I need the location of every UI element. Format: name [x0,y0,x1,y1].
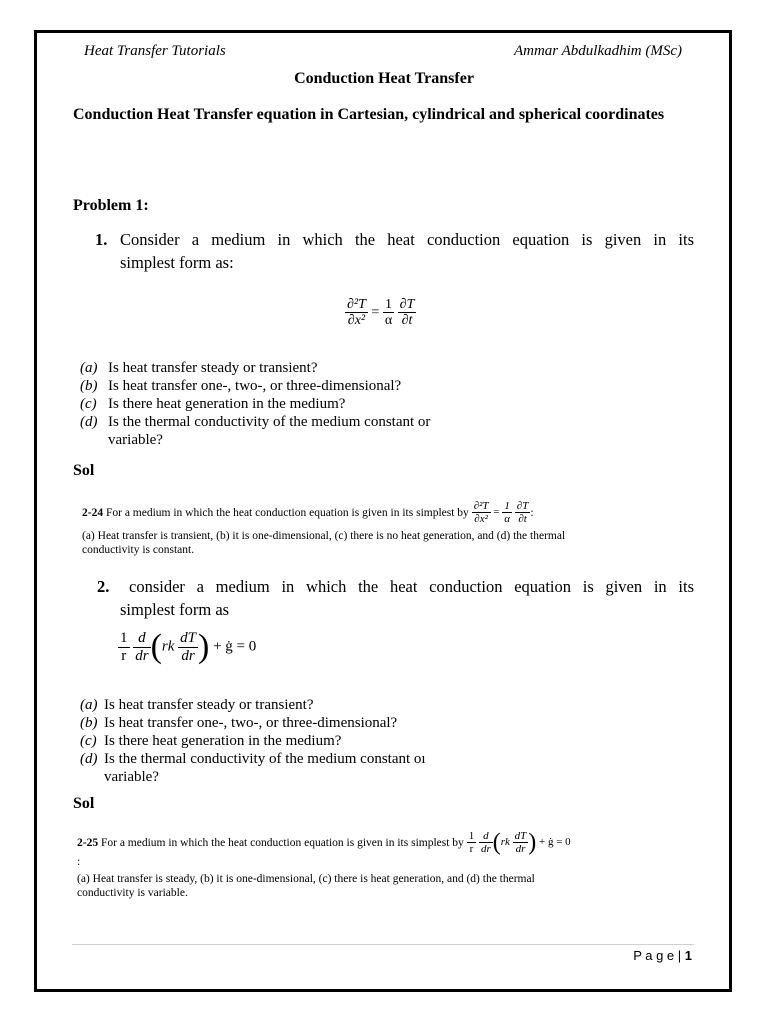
sol1-eq-lhs-num: ∂²T [473,500,489,512]
eq2-c-den: dr [181,647,195,664]
eq1-lhs-num: ∂²T [347,297,366,312]
page-number-footer [633,948,692,963]
solution2-number: 2-25 [77,836,99,849]
sol2-eq-a-den: r [469,843,474,856]
solution1-number: 2-24 [82,506,104,519]
item2-question-d: (d) Is the thermal conductivity of the medium constant oı [80,751,426,767]
solution2-intro: For a medium in which the heat conduction equation is given in its simplest by [100,836,464,849]
item1-question-d-cont: variable? [108,432,163,448]
solution2-colon: : [77,856,81,869]
eq1-equals: = [371,305,380,321]
eq2-a-den: r [121,647,127,664]
item1-text-line2: simplest form as: [120,253,234,272]
eq2-tail: + ġ = 0 [213,638,257,655]
item1-equation [345,297,416,329]
eq2-b-den: dr [135,647,149,664]
solution1-answer-line2: conductivity is constant. [82,544,195,557]
solution1-answer-line1: (a) Heat transfer is transient, (b) it is one-dimensional, (c) there is no heat generation, and (d) the thermal [82,530,566,543]
item2-question-d-cont: variable? [104,769,159,785]
sol2-eq-b-num: d [479,830,493,843]
item1-solution: 2-24 For a medium in which the heat conduction equation is given in its simplest by $\frac{\text{∂²T}}{\text{∂x²}}$ = $\frac{1}{\alpha}$ $\frac{\partial T}{\partial t}$ : (a) Heat transfer is transient, (b) it is one-dimensional, (c) there is no heat generation, and (d) the thermal conductivity is constant. [82,500,682,557]
subtitle: Conduction Heat Transfer equation in Cartesian, cylindrical and spherical coordinates [73,106,665,123]
item2-questions [80,696,426,786]
sol1-eq-tail: : [530,506,534,519]
eq1-rhs-num: ∂T [399,297,415,312]
eq1-coef-den: α [384,313,393,329]
item2-text-line1: consider a medium in which the heat conduction equation is given in its [129,577,694,596]
sol2-eq-c-den: dr [515,843,526,856]
page-title: Conduction Heat Transfer [294,70,474,87]
sol2-eq-c-num: dT [514,830,527,842]
eq1-lhs-den: ∂x² [347,313,366,329]
item1-question-a: (a) Is heat transfer steady or transient? [80,360,318,376]
eq1-rhs-den: ∂t [401,313,413,329]
sol2-eq-b-den: dr [480,843,491,856]
solution2-answer-line2: conductivity is variable. [77,887,188,900]
footer-divider [72,944,694,945]
header-right: Ammar Abdulkadhim (MSc) [513,43,682,59]
problem-heading: Problem 1: [73,197,149,214]
item1-sol-label: Sol [73,462,95,479]
item2-question-a: (a) Is heat transfer steady or transient? [80,697,314,713]
eq2-rk: rk [161,638,175,655]
header-left: Heat Transfer Tutorials [84,43,226,59]
eq1-coef-num: 1 [383,297,394,313]
sol1-eq-lhs-den: ∂x² [474,513,488,526]
item1-question-b: (b) Is heat transfer one-, two-, or three-dimensional? [80,378,402,394]
eq2-b-num: d [133,630,150,648]
sol2-eq-rk: rk [500,836,510,849]
sol2-eq-tail: + ġ = 0 [539,836,571,849]
solution1-intro: For a medium in which the heat conduction equation is given in its simplest by [105,506,469,519]
item1-question-d: (d) Is the thermal conductivity of the medium constant or [80,414,431,430]
item1-text-line1: Consider a medium in which the heat conduction equation is given in its [120,230,694,249]
page-number: 1 [684,948,692,963]
sol1-eq-rhs-den: ∂t [518,513,527,526]
item2-sol-label: Sol [73,795,95,812]
item2-question-b: (b) Is heat transfer one-, two-, or three-dimensional? [80,715,398,731]
item1-questions [80,359,430,449]
item2-solution: 2-25 For a medium in which the heat conduction equation is given in its simplest by $\frac{1}{r}$ $\frac{d}{dr}$ (rk $\frac{dT}{dr}$ ) + ġ = 0 : (a) Heat transfer is steady, (b) it is one-dimensional, (c) there is heat generation, and (d) the thermal conductivity is variable. [77,830,687,900]
item2-number: 2. [97,577,110,596]
eq2-a-num: 1 [120,630,128,646]
item1-question-c: (c) Is there heat generation in the medium? [80,396,346,412]
eq2-c-num: dT [180,630,197,646]
page-label: P a g e | [633,948,682,963]
item2-text-line2: simplest form as [120,600,230,619]
item1-number: 1. [95,230,108,249]
sol2-eq-a-num: 1 [468,830,475,842]
sol1-eq-coef-num: 1 [502,500,512,513]
solution2-answer-line1: (a) Heat transfer is steady, (b) it is one-dimensional, (c) there is heat generation, and (d) the thermal [77,873,535,886]
sol1-eq-coef-den: α [504,513,511,526]
item2-question-c: (c) Is there heat generation in the medium? [80,733,342,749]
sol1-eq-rhs-num: ∂T [516,500,529,512]
item2-equation: $\frac{1}{r}$ $\frac{d}{dr}$ (rk $\frac{dT}{dr}$ ) + ġ = 0 [120,628,257,665]
